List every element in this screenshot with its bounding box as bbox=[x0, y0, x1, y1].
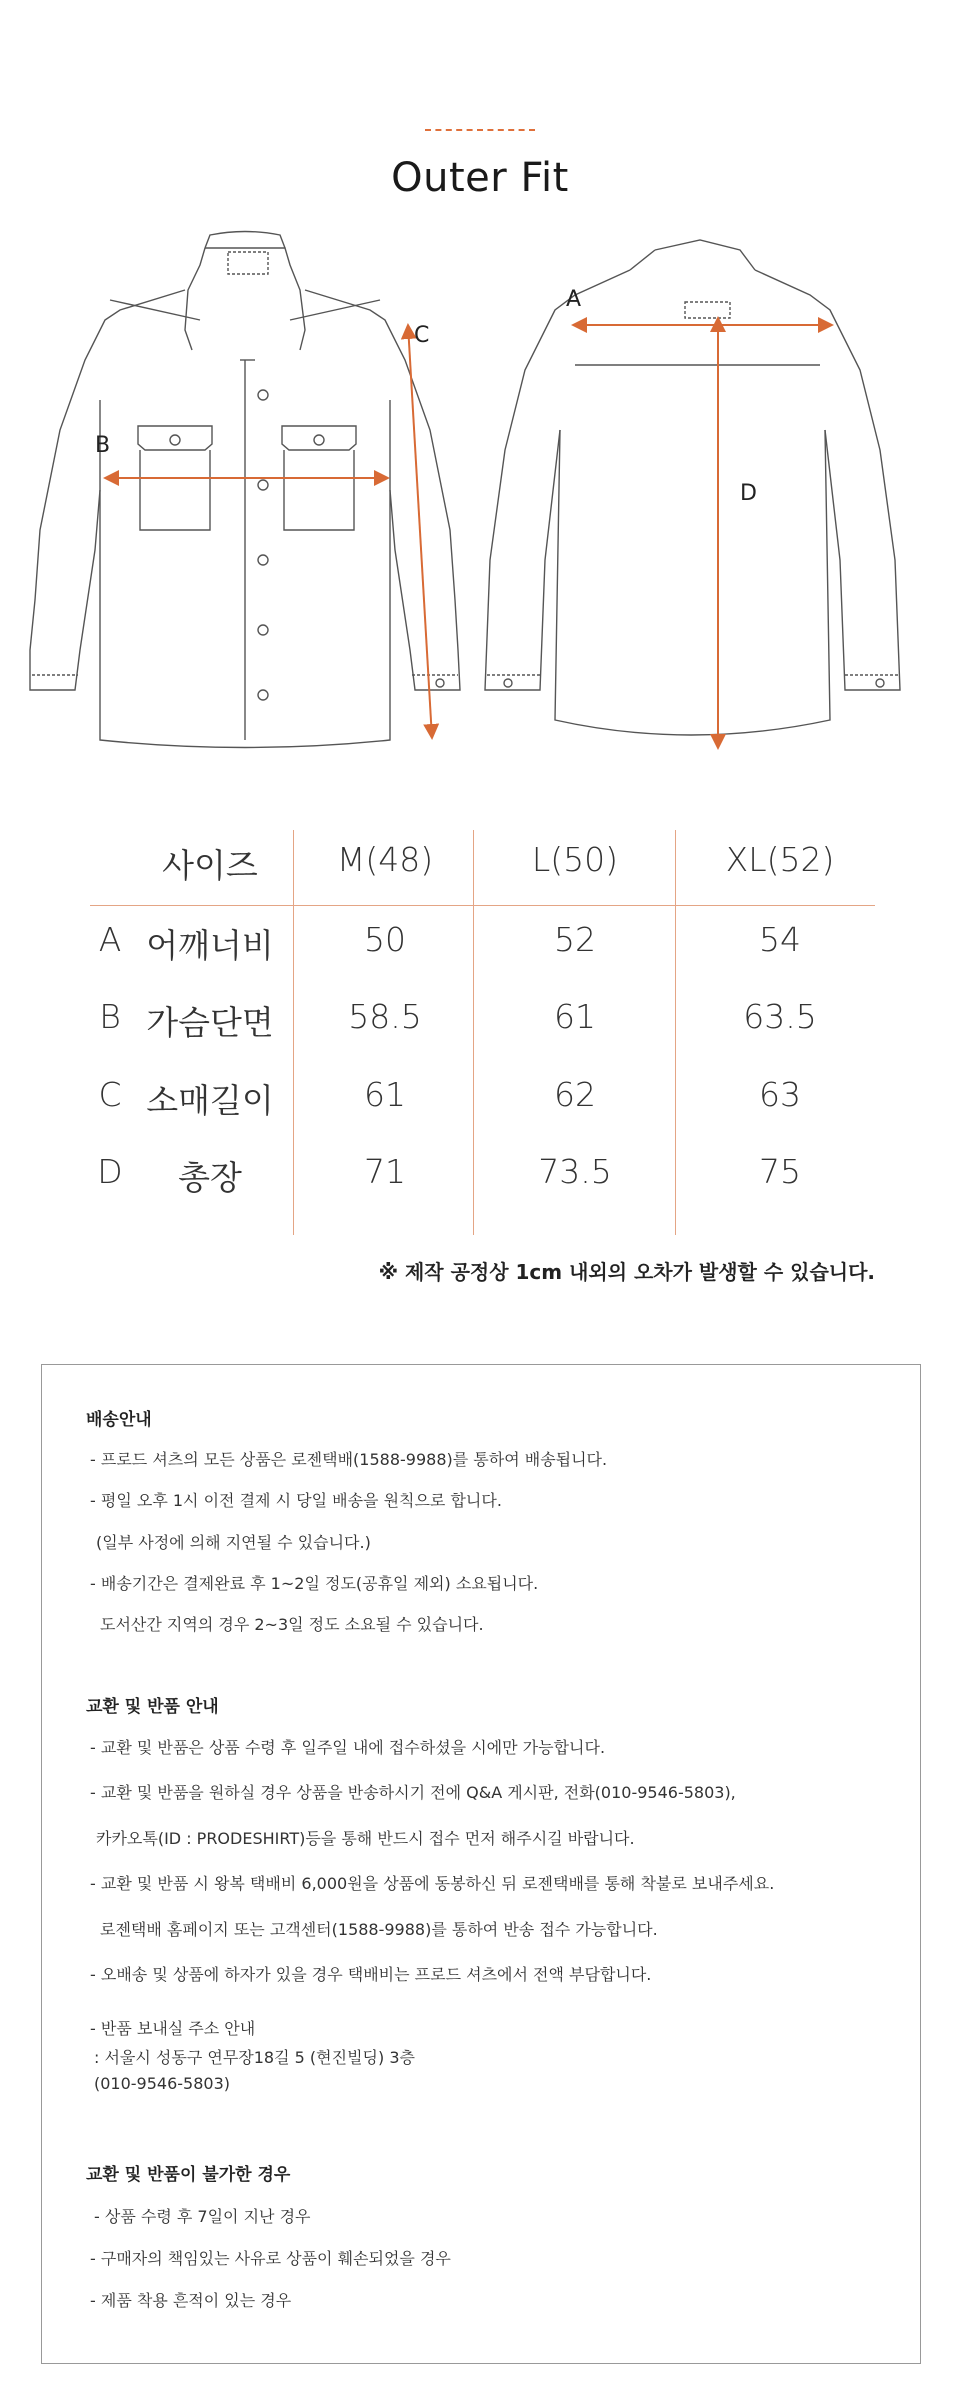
table-cell: 61 bbox=[364, 1075, 406, 1114]
delivery-title: 배송안내 bbox=[86, 1410, 152, 1430]
label-a: A bbox=[566, 287, 582, 312]
table-header-size: 사이즈 bbox=[162, 846, 258, 885]
page-title: Outer Fit bbox=[391, 155, 569, 201]
table-header-line bbox=[90, 905, 875, 906]
row-name: 소매길이 bbox=[146, 1081, 274, 1120]
exchange-line: 로젠택배 홈페이지 또는 고객센터(1588-9988)를 통하여 반송 접수 가능합니다. bbox=[100, 1920, 658, 1939]
unavailable-line: - 상품 수령 후 7일이 지난 경우 bbox=[94, 2207, 311, 2226]
table-cell: 52 bbox=[554, 920, 596, 959]
table-divider bbox=[293, 830, 294, 1235]
row-code: D bbox=[97, 1152, 123, 1191]
table-cell: 63.5 bbox=[743, 997, 817, 1036]
delivery-line: - 프로드 셔츠의 모든 상품은 로젠택배(1588-9988)를 통하여 배송됩니다. bbox=[90, 1450, 608, 1469]
delivery-line: - 배송기간은 결제완료 후 1~2일 정도(공휴일 제외) 소요됩니다. bbox=[90, 1574, 539, 1593]
table-header-m: M(48) bbox=[336, 840, 434, 879]
unavailable-line: - 구매자의 책임있는 사유로 상품이 훼손되었을 경우 bbox=[90, 2249, 451, 2268]
exchange-title: 교환 및 반품 안내 bbox=[86, 1697, 219, 1717]
exchange-line: - 교환 및 반품은 상품 수령 후 일주일 내에 접수하셨을 시에만 가능합니다. bbox=[90, 1738, 606, 1757]
table-cell: 75 bbox=[759, 1152, 801, 1191]
tolerance-note: ※ 제작 공정상 1cm 내외의 오차가 발생할 수 있습니다. bbox=[378, 1260, 875, 1284]
exchange-line: - 교환 및 반품을 원하실 경우 상품을 반송하시기 전에 Q&A 게시판, 전화(010-9546-5803), bbox=[90, 1783, 736, 1802]
arrow-c bbox=[408, 325, 432, 738]
row-code: C bbox=[98, 1075, 122, 1114]
table-header-xl: XL(52) bbox=[725, 840, 835, 879]
row-code: B bbox=[99, 997, 121, 1036]
row-name: 어깨너비 bbox=[146, 926, 274, 965]
row-name: 총장 bbox=[178, 1158, 242, 1197]
measurement-arrows bbox=[105, 318, 832, 748]
label-c: C bbox=[414, 323, 430, 348]
table-divider bbox=[675, 830, 676, 1235]
table-cell: 63 bbox=[759, 1075, 801, 1114]
table-header-l: L(50) bbox=[531, 840, 619, 879]
delivery-line: 도서산간 지역의 경우 2~3일 정도 소요될 수 있습니다. bbox=[100, 1615, 484, 1634]
exchange-line: : 서울시 성동구 연무장18길 5 (현진빌딩) 3층 bbox=[94, 2048, 415, 2067]
table-cell: 54 bbox=[759, 920, 801, 959]
delivery-line: - 평일 오후 1시 이전 결제 시 당일 배송을 원칙으로 합니다. bbox=[90, 1491, 502, 1510]
table-cell: 58.5 bbox=[348, 997, 422, 1036]
exchange-line: 카카오톡(ID : PRODESHIRT)등을 통해 반드시 접수 먼저 해주시길 바랍니다. bbox=[96, 1829, 635, 1848]
front-shirt-drawing bbox=[30, 232, 460, 748]
table-cell: 71 bbox=[364, 1152, 406, 1191]
title-accent-line bbox=[425, 129, 535, 131]
shirt-drawings bbox=[0, 230, 960, 780]
label-d: D bbox=[740, 481, 757, 506]
exchange-line: - 반품 보내실 주소 안내 bbox=[90, 2019, 256, 2038]
unavailable-line: - 제품 착용 흔적이 있는 경우 bbox=[90, 2291, 292, 2310]
row-code: A bbox=[98, 920, 122, 959]
delivery-line: (일부 사정에 의해 지연될 수 있습니다.) bbox=[96, 1533, 371, 1552]
table-divider bbox=[473, 830, 474, 1235]
exchange-line: - 교환 및 반품 시 왕복 택배비 6,000원을 상품에 동봉하신 뒤 로젠택배를 통해 착불로 보내주세요. bbox=[90, 1874, 775, 1893]
unavailable-title: 교환 및 반품이 불가한 경우 bbox=[86, 2165, 291, 2185]
table-cell: 50 bbox=[364, 920, 406, 959]
back-shirt-drawing bbox=[485, 240, 900, 735]
exchange-line: - 오배송 및 상품에 하자가 있을 경우 택배비는 프로드 셔츠에서 전액 부담합니다. bbox=[90, 1965, 652, 1984]
table-cell: 62 bbox=[554, 1075, 596, 1114]
label-b: B bbox=[95, 433, 111, 458]
table-cell: 73.5 bbox=[538, 1152, 612, 1191]
row-name: 가슴단면 bbox=[146, 1003, 274, 1042]
exchange-line: (010-9546-5803) bbox=[94, 2074, 231, 2093]
table-cell: 61 bbox=[554, 997, 596, 1036]
